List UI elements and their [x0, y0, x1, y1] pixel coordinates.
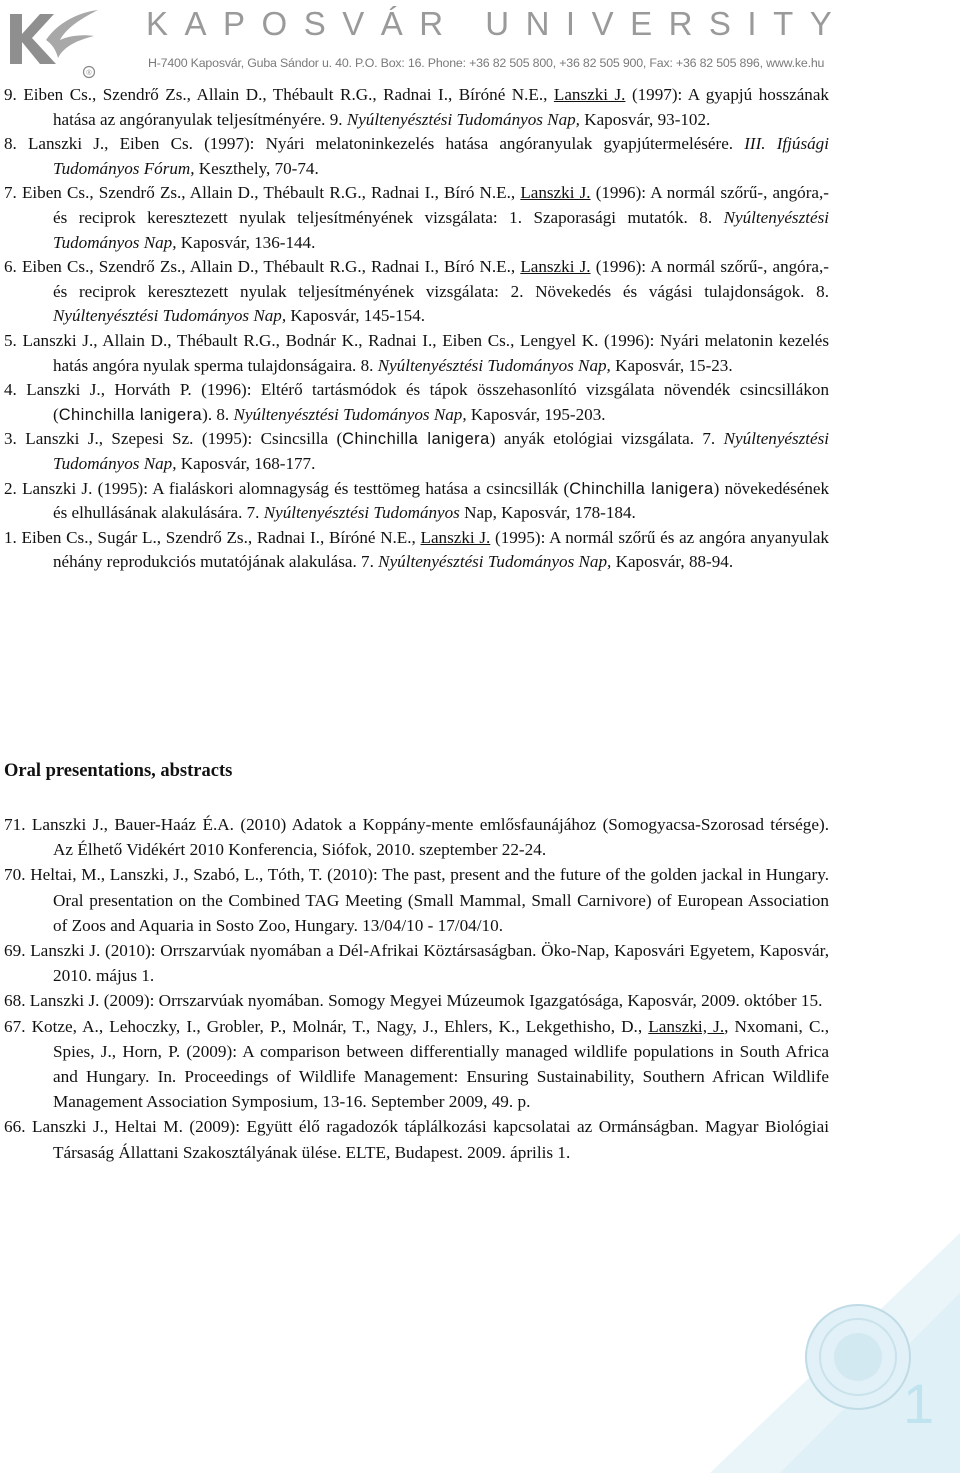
page-number: 1	[903, 1372, 935, 1435]
entry-author-highlight: Lanszki J.	[520, 257, 591, 277]
entry-text: , Nxomani, C., Spies, J., Horn, P. (2009): A comparison between differentially managed wildlife populations in South Africa and Hungary. In. Proceedings of Wildlife Management: Ensuring Sustainability, Southern African Wildlife Management Association Symposium, 13-16. September 2009, 49. p.	[53, 1016, 830, 1112]
entry-authors: Lanszki J., Eiben Cs.	[27, 134, 193, 154]
entry-title: (1996): Eltérő tartásmódok és tápok összehasonlító vizsgálata növendék csincsillákon (	[53, 380, 829, 424]
oral-entry	[0, 1114, 960, 1164]
entry-text: Heltai, M., Lanszki, J., Szabó, L., Tóth, T. (2010): The past, present and the future of the golden jackal in Hungary. Oral presentation on the Combined TAG Meeting (Small Mammal, Small Carnivore) of European Association of Zoos and Aquaria in Sosto Zoo, Hungary. 13/04/10 - 17/04/10.	[30, 865, 829, 935]
entry-number: 6.	[4, 257, 17, 277]
entry-number: 69.	[4, 941, 26, 961]
entry-title-cont: ) anyák etológiai vizsgálata. 7.	[489, 429, 716, 449]
entry-pages: Kaposvár, 168-177.	[180, 453, 316, 473]
entry-authors: Lanszki J., Allain D., Thébault R.G., Bodnár K., Radnai I., Eiben Cs., Lengyel K.	[22, 330, 599, 350]
entry-author-highlight: Lanszki J.	[553, 85, 626, 104]
oral-entry	[0, 938, 960, 988]
entry-title: (1996): A normál szőrű-, angóra,- és reciprok keresztezett nyulak teljesítményének vizsgálata: 1. Szaporasági mutatók. 8.	[53, 183, 829, 227]
entry-pages: Kaposvár, 195-203.	[470, 404, 606, 424]
entry-number: 1.	[4, 527, 17, 547]
entry-title: (1995): A normál szőrű és az angóra anyanyulak néhány reprodukciós mutatójának alakulása. 7.	[53, 527, 829, 572]
publication-entry	[0, 83, 960, 132]
entry-pages: Kaposvár, 136-144.	[180, 232, 316, 252]
entry-pages: Kaposvár, 88-94.	[615, 552, 734, 572]
entry-number: 5.	[4, 330, 17, 350]
entry-journal: Nyúltenyésztési Tudományos Nap,	[377, 355, 611, 375]
publication-entry	[0, 427, 960, 476]
entry-journal: Nyúltenyésztési Tudományos Nap,	[233, 404, 467, 424]
entry-number: 7.	[4, 183, 17, 203]
entry-number: 3.	[4, 429, 17, 449]
entry-authors: Lanszki J., Horváth P.	[26, 380, 192, 400]
entry-number: 8.	[4, 134, 17, 154]
entry-text: Lanszki J., Bauer-Haáz É.A. (2010) Adatok a Koppány-mente emlősfaunájához (Somogyacsa-Szorosad térsége). Az Élhető Vidékért 2010 Konferencia, Siófok, 2010. szeptember 22-24.	[31, 815, 829, 860]
entry-latin-name: Chinchilla lanigera	[342, 430, 490, 449]
oral-entry	[0, 862, 960, 938]
university-address: H-7400 Kaposvár, Guba Sándor u. 40. P.O. Box: 16. Phone: +36 82 505 800, +36 82 505 900, Fax: +36 82 505 896, www.ke.hu	[148, 56, 825, 70]
entry-author-highlight: Lanszki, J.	[648, 1016, 725, 1036]
entry-number: 71.	[4, 815, 26, 834]
oral-entry	[0, 1014, 960, 1115]
entry-text: Lanszki J., Heltai M. (2009): Együtt élő ragadozók táplálkozási kapcsolatai az Ormánságban. Magyar Biológiai Társaság Állattani Szakosztályának ülése. ELTE, Budapest. 2009. április 1.	[32, 1117, 829, 1162]
entry-title: (1997): Nyári melatoninkezelés hatása angóranyulak gyapjútermelésére.	[204, 134, 734, 154]
entry-title: (1997): A gyapjú hosszának hatása az angóranyulak teljesítményére. 9.	[53, 85, 829, 129]
entry-authors: Kotze, A., Lehoczky, I., Grobler, P., Molnár, T., Nagy, J., Ehlers, K., Lekgethisho, D.,	[31, 1016, 643, 1036]
entry-latin-name: Chinchilla lanigera	[569, 479, 714, 498]
publication-entry	[0, 181, 960, 255]
section-heading-oral: Oral presentations, abstracts	[4, 761, 233, 781]
publication-entry	[0, 255, 960, 329]
kaposvar-university-logo-icon	[2, 2, 102, 80]
entry-number: 9.	[4, 85, 17, 104]
publication-entry	[0, 378, 960, 427]
entry-latin-name: Chinchilla lanigera	[58, 405, 203, 424]
entry-journal: Nyúltenyésztési Tudományos Nap,	[53, 429, 830, 473]
entry-author-highlight: Lanszki J.	[520, 183, 591, 203]
oral-presentations-list	[0, 812, 960, 1165]
entry-title-cont: ) növekedésének és elhullásának alakulására. 7.	[53, 478, 829, 523]
entry-authors: Eiben Cs., Szendrő Zs., Allain D., Thébault R.G., Radnai I., Bíró N.E.,	[21, 183, 516, 203]
entry-number: 2.	[4, 478, 17, 498]
entry-title-cont: ). 8.	[202, 404, 230, 424]
oral-entry	[0, 988, 960, 1013]
entry-text: Lanszki J. (2009): Orrszarvúak nyomában. Somogy Megyei Múzeumok Igazgatósága, Kaposvár, 2009. október 15.	[29, 991, 823, 1011]
entry-pages: Nap, Kaposvár, 178-184.	[464, 503, 636, 523]
entry-journal: Nyúltenyésztési Tudományos Nap,	[346, 109, 580, 129]
university-name: KAPOSVÁR UNIVERSITY	[146, 5, 849, 42]
entry-journal: Nyúltenyésztési Tudományos Nap,	[53, 306, 287, 326]
entry-number: 68.	[4, 991, 26, 1011]
entry-authors: Lanszki J., Szepesi Sz.	[25, 429, 194, 449]
entry-authors: Lanszki J.	[22, 478, 93, 498]
certification-seal-icon	[803, 1302, 913, 1412]
entry-authors: Eiben Cs., Szendrő Zs., Allain D., Thébault R.G., Radnai I., Bíróné N.E.,	[23, 85, 548, 104]
entry-title: (1996): Nyári melatonin kezelés hatás angóra nyulak sperma tulajdonságaira. 8.	[53, 330, 829, 375]
entry-journal: Nyúltenyésztési Tudományos Nap,	[53, 207, 829, 252]
entry-text: Lanszki J. (2010): Orrszarvúak nyomában a Dél-Afrikai Köztársaságban. Öko-Nap, Kaposvári Egyetem, Kaposvár, 2010. május 1.	[30, 941, 829, 986]
publication-entry	[0, 132, 960, 181]
entry-title: (1995): Csincsilla (	[201, 429, 343, 449]
entry-number: 67.	[4, 1016, 26, 1036]
publications-list	[0, 83, 960, 575]
entry-authors: Eiben Cs., Sugár L., Szendrő Zs., Radnai I., Bíróné N.E.,	[21, 527, 416, 547]
entry-title: (1996): A normál szőrű-, angóra,- és reciprok keresztezett nyulak teljesítményének vizsgálata: 2. Növekedés és vágási tulajdonságok. 8.	[53, 257, 829, 301]
entry-authors: Eiben Cs., Szendrő Zs., Allain D., Thébault R.G., Radnai I., Bíró N.E.,	[21, 257, 516, 277]
entry-number: 66.	[4, 1117, 26, 1137]
oral-entry	[0, 812, 960, 862]
entry-number: 4.	[4, 380, 17, 400]
publication-entry	[0, 526, 960, 575]
entry-number: 70.	[4, 865, 26, 885]
entry-journal: Nyúltenyésztési Tudományos	[263, 503, 460, 523]
entry-author-highlight: Lanszki J.	[420, 527, 491, 547]
entry-pages: Kaposvár, 15-23.	[615, 355, 733, 375]
letterhead	[0, 0, 960, 80]
entry-journal: III. Ifjúsági Tudományos Fórum,	[53, 134, 829, 178]
entry-pages: Keszthely, 70-74.	[198, 158, 319, 178]
publication-entry	[0, 329, 960, 378]
publication-entry	[0, 477, 960, 526]
entry-title: (1995): A fialáskori alomnagyság és testtömeg hatása a csincsillák (	[97, 478, 570, 498]
svg-text:®: ®	[86, 70, 92, 77]
entry-pages: Kaposvár, 93-102.	[584, 109, 711, 129]
entry-journal: Nyúltenyésztési Tudományos Nap,	[378, 552, 612, 572]
entry-pages: Kaposvár, 145-154.	[290, 306, 426, 326]
